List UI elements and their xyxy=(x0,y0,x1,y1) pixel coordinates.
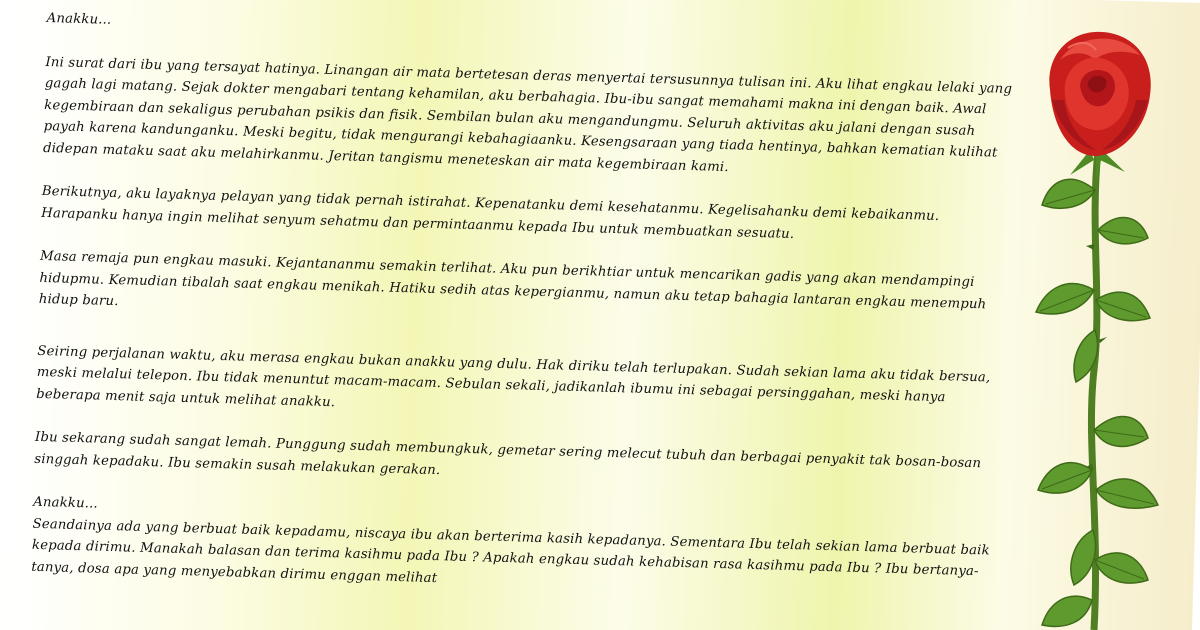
letter-final-paragraph: Seandainya ada yang berbuat baik kepadamu, niscaya ibu akan berterima kasih kepadanya. Sementara Ibu telah sekian lama berbuat baik kepada dirimu. Manakah balasan dan terima kasihmu pada Ibu ? Apakah engkau sudah kehabisan rasa kasihmu pada Ibu ? Ibu bertanya-tanya, dosa apa yang menyebabkan dirimu enggan melihat xyxy=(31,516,990,586)
letter-paragraph-3: Masa remaja pun engkau masuki. Kejantananmu semakin terlihat. Aku pun berikhtiar untuk mencarikan gadis yang akan mendampingi hidupmu. Kemudian tibalah saat engkau menikah. Hatiku sedih atas kepergianmu, namun aku tetap bahagia lantaran engkau menempuh hidup baru. xyxy=(38,248,987,312)
letter-paragraph-1: Ini surat dari ibu yang tersayat hatinya. Linangan air mata bertetesan deras menyertai tersusunnya tulisan ini. Aku lihat engkau lelaki yang gagah lagi matang. Sejak dokter mengabari tentang kehamilan, aku berbahagia. Ibu-ibu sangat memahami makna ini dengan baik. Awal kegembiraan dan sekaligus perubahan psikis dan fisik. Sembilan bulan aku mengandungmu. Seluruh aktivitas aku jalani dengan susah payah karena kandunganku. Meski begitu, tidak mengurangi kebahagiaanku. Kesengsaraan yang tiada hentinya, bahkan kematian kulihat didepan mataku saat aku melahirkanmu. Jeritan tangismu meneteskan air mata kegembiraan kami. xyxy=(42,54,1013,175)
letter-paragraph-4: Seiring perjalanan waktu, aku merasa engkau bukan anakku yang dulu. Hak diriku telah terlupakan. Sudah sekian lama aku tidak bersua, meski melalui telepon. Ibu tidak menuntut macam-macam. Sebulan sekali, jadikanlah ibumu ini sebagai persinggahan, meski hanya beberapa menit saja untuk melihat anakku. xyxy=(36,343,991,410)
letter-body xyxy=(31,8,1022,605)
rose-icon xyxy=(990,0,1200,630)
letter-opening: Anakku... xyxy=(46,10,112,28)
letter-paragraph-2: Berikutnya, aku layaknya pelayan yang tidak pernah istirahat. Kepenatanku demi kesehatanmu. Kegelisahanku demi kebaikanmu. Harapanku hanya ingin melihat senyum sehatmu dan permintaanmu kepada Ibu untuk membuatkan sesuatu. xyxy=(41,183,940,242)
letter-paragraph-5: Ibu sekarang sudah sangat lemah. Punggung sudah membungkuk, gemetar sering melecut tubuh dan berbagai penyakit tak bosan-bosan singgah kepadaku. Ibu semakin susah melakukan gerakan. xyxy=(34,429,982,478)
letter-second-opening: Anakku... xyxy=(32,494,99,512)
